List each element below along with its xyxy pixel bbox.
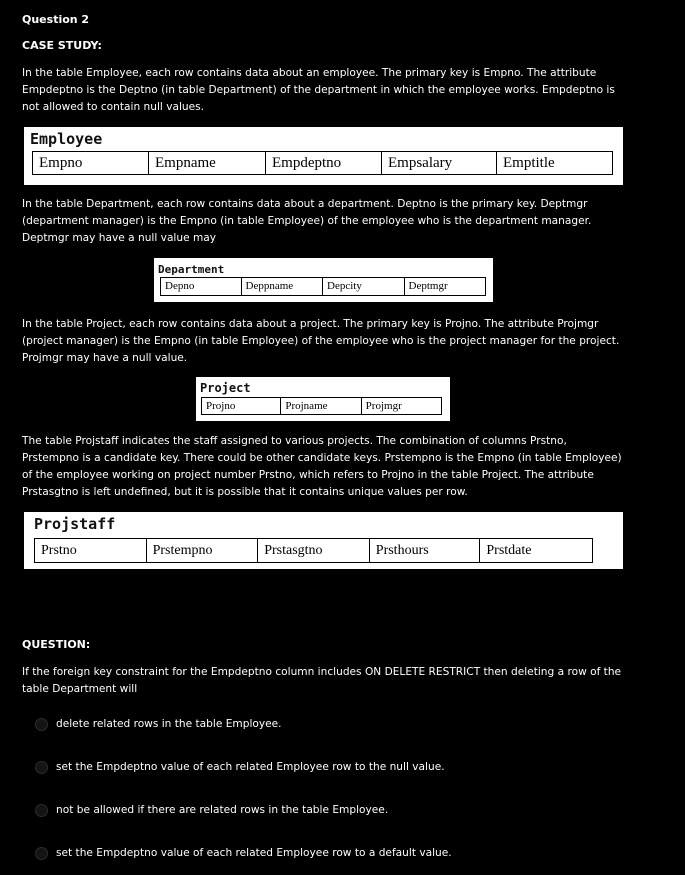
department-table-name: Department bbox=[158, 263, 225, 276]
question-title: Question 2 bbox=[22, 13, 90, 26]
answer-option-3[interactable] bbox=[35, 802, 388, 819]
department-col-4: Deptmgr bbox=[408, 280, 448, 292]
employee-col-2: Empname bbox=[149, 152, 266, 174]
radio-button-icon[interactable] bbox=[35, 804, 48, 817]
projstaff-table bbox=[24, 512, 623, 569]
answer-option-4-label: set the Empdeptno value of each related Employee row to a default value. bbox=[56, 847, 452, 859]
employee-paragraph: In the table Employee, each row contains data about an employee. The primary key is Empno. The attribute Empdeptno is the Deptno (in table Department) of the department in which the employee works. Empdeptno is not allowed to contain null values. bbox=[22, 67, 615, 113]
projstaff-col-3: Prstasgtno bbox=[258, 539, 370, 562]
answer-option-2-label: set the Empdeptno value of each related Employee row to the null value. bbox=[56, 761, 445, 773]
employee-col-5: Emptitle bbox=[503, 155, 555, 171]
projstaff-table-name: Projstaff bbox=[34, 515, 116, 533]
projstaff-table-row bbox=[34, 538, 593, 563]
department-col-1: Depno bbox=[161, 278, 242, 295]
question-text: If the foreign key constraint for the Empdeptno column includes ON DELETE RESTRICT then deleting a row of the table Department will bbox=[22, 666, 622, 695]
employee-col-3: Empdeptno bbox=[266, 152, 382, 174]
question-label: QUESTION: bbox=[22, 638, 91, 651]
department-col-2: Deppname bbox=[242, 278, 324, 295]
project-paragraph: In the table Project, each row contains data about a project. The primary key is Projno. The attribute Projmgr (project manager) is the Empno (in table Employee) of the employee who is the project manager for the project. Projmgr may have a null value. bbox=[22, 318, 620, 364]
department-paragraph: In the table Department, each row contains data about a department. Deptno is the primary key. Deptmgr (department manager) is the Empno (in table Employee) of the employee who is the department manager. Deptmgr may have a null value may bbox=[22, 198, 592, 244]
answer-option-4[interactable] bbox=[35, 845, 452, 862]
department-table-row bbox=[160, 277, 486, 296]
case-study-label: CASE STUDY: bbox=[22, 39, 102, 52]
project-col-1: Projno bbox=[202, 398, 281, 414]
projstaff-paragraph: The table Projstaff indicates the staff assigned to various projects. The combination of columns Prstno, Prstempno is a candidate key. There could be other candidate keys. Prstempno is the Empno (in table Employee) of the employee working on project number Prstno, which refers to Projno in the table Project. The attribute Prstasgtno is left undefined, but it is possible that it contains unique values per row. bbox=[22, 435, 622, 498]
project-table bbox=[196, 377, 450, 421]
answer-option-1[interactable] bbox=[35, 716, 282, 733]
radio-button-icon[interactable] bbox=[35, 847, 48, 860]
radio-button-icon[interactable] bbox=[35, 761, 48, 774]
projstaff-col-1: Prstno bbox=[35, 539, 147, 562]
answer-option-2[interactable] bbox=[35, 759, 445, 776]
answer-option-1-label: delete related rows in the table Employee. bbox=[56, 718, 282, 730]
employee-col-4: Empsalary bbox=[382, 152, 497, 174]
radio-button-icon[interactable] bbox=[35, 718, 48, 731]
project-table-row bbox=[201, 397, 442, 415]
project-col-3: Projmgr bbox=[365, 400, 402, 412]
project-table-name: Project bbox=[200, 381, 251, 395]
answer-option-3-label: not be allowed if there are related rows in the table Employee. bbox=[56, 804, 389, 816]
employee-table-row bbox=[32, 151, 613, 175]
project-col-2: Projname bbox=[281, 398, 361, 414]
projstaff-col-5: Prstdate bbox=[486, 543, 532, 558]
employee-col-1: Empno bbox=[33, 152, 149, 174]
projstaff-col-2: Prstempno bbox=[147, 539, 259, 562]
projstaff-col-4: Prsthours bbox=[370, 539, 481, 562]
employee-table bbox=[24, 127, 623, 185]
department-col-3: Depcity bbox=[323, 278, 405, 295]
employee-table-name: Employee bbox=[30, 130, 103, 148]
department-table bbox=[154, 258, 493, 302]
